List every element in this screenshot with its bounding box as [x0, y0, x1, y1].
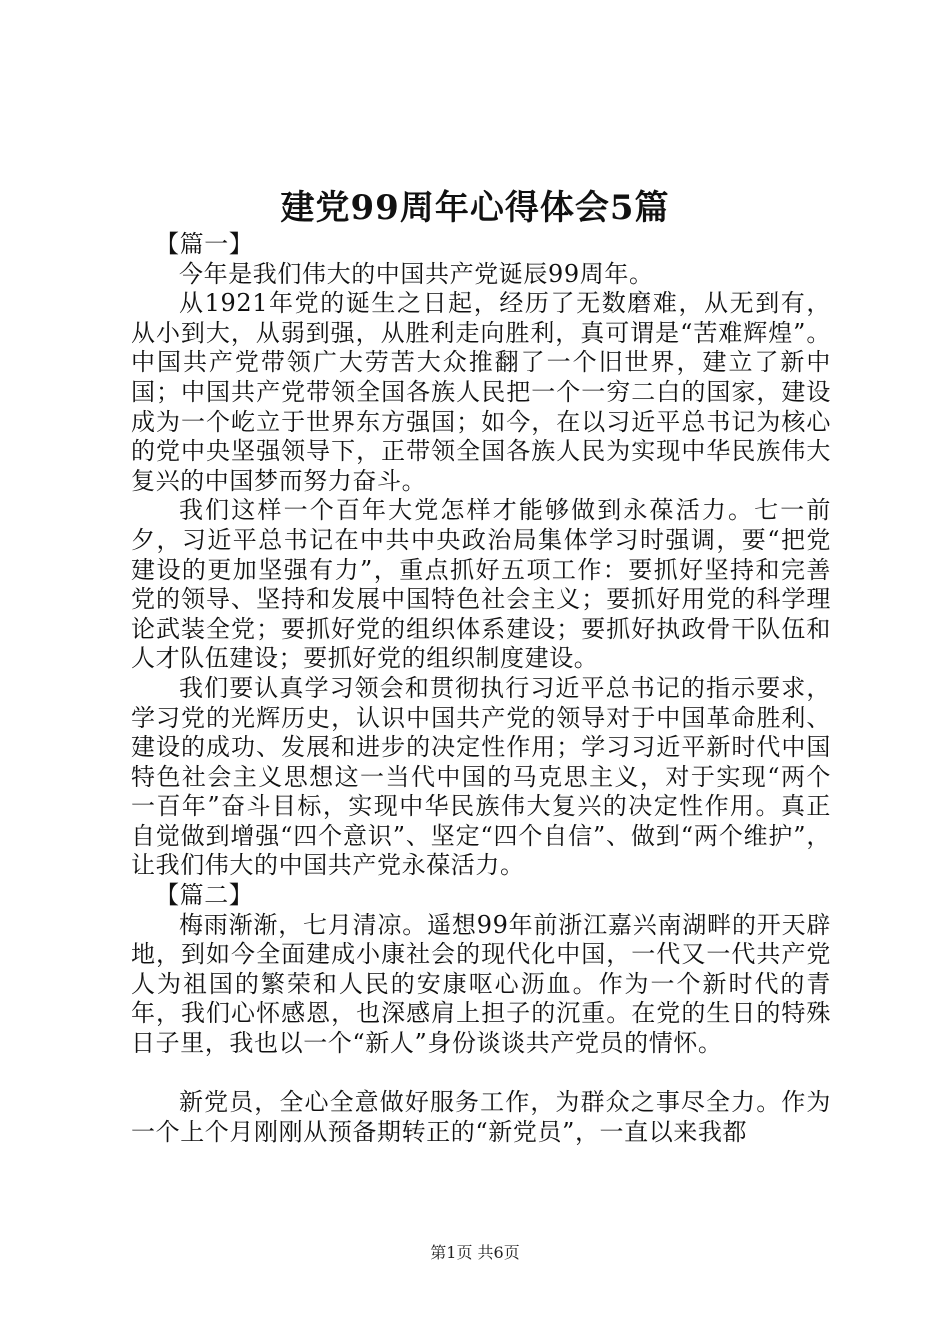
paragraph-1: 今年是我们伟大的中国共产党诞辰99周年。: [179, 259, 654, 288]
paragraph-6: 新党员，全心全意做好服务工作，为群众之事尽全力。作为一个上个月刚刚从预备期转正的“新党员”，一直以来我都: [131, 1088, 831, 1146]
section-heading-2: 【篇二】: [155, 881, 254, 910]
page-number-footer: 第1页 共6页: [430, 1243, 520, 1262]
paragraph-gap: [131, 1059, 831, 1089]
page-title: 建党99周年心得体会5篇: [280, 188, 670, 228]
document-body: [131, 230, 831, 1147]
paragraph-4: 我们要认真学习领会和贯彻执行习近平总书记的指示要求，学习党的光辉历史，认识中国共产党的领导对于中国革命胜利、建设的成功、发展和进步的决定性作用；学习习近平新时代中国特色社会主义思想这一当代中国的马克思主义，对于实现“两个一百年”奋斗目标，实现中华民族伟大复兴的决定性作用。真正自觉做到增强“四个意识”、坚定“四个自信”、做到“两个维护”，让我们伟大的中国共产党永葆活力。: [131, 673, 831, 880]
paragraph-5: 梅雨渐渐，七月清凉。遥想99年前浙江嘉兴南湖畔的开天辟地，到如今全面建成小康社会的现代化中国，一代又一代共产党人为祖国的繁荣和人民的安康呕心沥血。作为一个新时代的青年，我们心怀感恩，也深感肩上担子的沉重。在党的生日的特殊日子里，我也以一个“新人”身份谈谈共产党员的情怀。: [131, 910, 831, 1058]
paragraph-3: 我们这样一个百年大党怎样才能够做到永葆活力。七一前夕，习近平总书记在中共中央政治局集体学习时强调，要“把党建设的更加坚强有力”，重点抓好五项工作：要抓好坚持和完善党的领导、坚持和发展中国特色社会主义；要抓好用党的科学理论武装全党；要抓好党的组织体系建设；要抓好执政骨干队伍和人才队伍建设；要抓好党的组织制度建设。: [131, 496, 831, 673]
section-heading-1: 【篇一】: [155, 230, 254, 258]
paragraph-2: 从1921年党的诞生之日起，经历了无数磨难，从无到有，从小到大，从弱到强，从胜利走向胜利，真可谓是“苦难辉煌”。中国共产党带领广大劳苦大众推翻了一个旧世界，建立了新中国；中国共产党带领全国各族人民把一个一穷二白的国家，建设成为一个屹立于世界东方强国；如今，在以习近平总书记为核心的党中央坚强领导下，正带领全国各族人民为实现中华民族伟大复兴的中国梦而努力奋斗。: [131, 289, 831, 495]
